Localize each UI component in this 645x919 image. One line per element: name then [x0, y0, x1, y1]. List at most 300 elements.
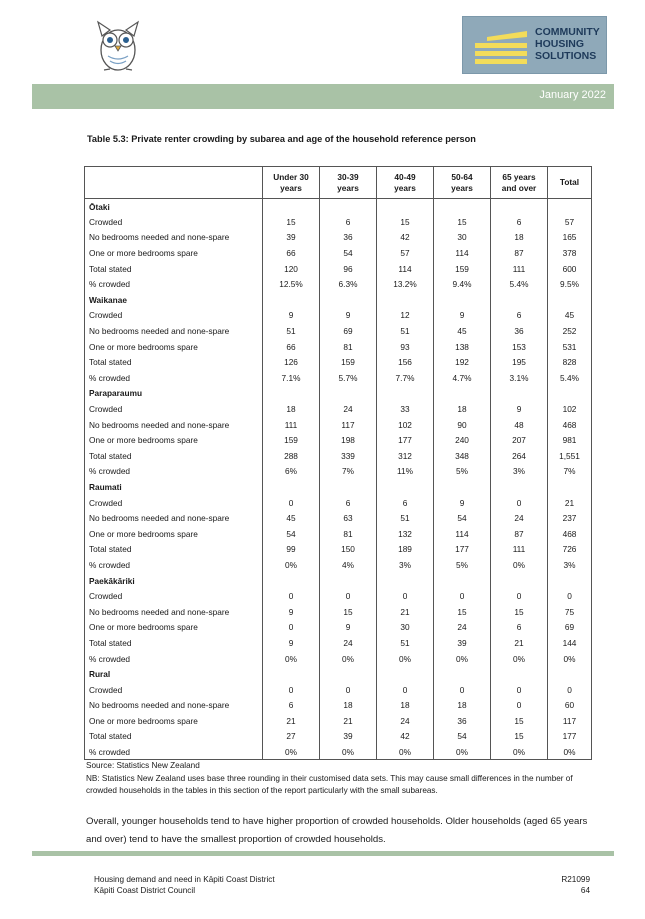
table-cell: 27 — [263, 729, 320, 745]
table-cell: 57 — [548, 214, 592, 230]
table-cell: 9 — [434, 308, 491, 324]
row-label: Crowded — [85, 308, 263, 324]
column-header-line: Under 30 — [273, 171, 309, 182]
table-row — [85, 744, 592, 760]
table-cell: 0 — [434, 682, 491, 698]
subarea-name: Paekākāriki — [85, 573, 263, 589]
table-cell: 0% — [548, 744, 592, 760]
table-cell: 6% — [263, 464, 320, 480]
table-cell: 15 — [491, 729, 548, 745]
empty-cell — [548, 479, 592, 495]
table-cell: 12.5% — [263, 276, 320, 292]
table-cell: 0 — [491, 588, 548, 604]
table-cell: 21 — [377, 604, 434, 620]
row-label: Crowded — [85, 588, 263, 604]
table-cell: 159 — [263, 432, 320, 448]
table-cell: 0% — [434, 744, 491, 760]
table-cell: 531 — [548, 339, 592, 355]
column-header-line: years — [451, 182, 473, 193]
table-cell: 87 — [491, 245, 548, 261]
table-cell: 5.4% — [548, 370, 592, 386]
table-cell: 81 — [320, 339, 377, 355]
row-label: One or more bedrooms spare — [85, 713, 263, 729]
table-cell: 36 — [491, 323, 548, 339]
table-cell: 339 — [320, 448, 377, 464]
row-label: No bedrooms needed and none-spare — [85, 510, 263, 526]
table-cell: 6 — [491, 620, 548, 636]
subarea-heading-row — [85, 666, 592, 682]
table-cell: 24 — [377, 713, 434, 729]
empty-cell — [377, 479, 434, 495]
table-cell: 111 — [491, 542, 548, 558]
row-label: Crowded — [85, 401, 263, 417]
table-cell: 144 — [548, 635, 592, 651]
table-cell: 150 — [320, 542, 377, 558]
subarea-name: Raumati — [85, 479, 263, 495]
logo-text-line: COMMUNITY — [535, 26, 600, 38]
empty-cell — [377, 292, 434, 308]
page-number: 64 — [580, 886, 590, 895]
table-row — [85, 401, 592, 417]
table-cell: 0 — [491, 682, 548, 698]
table-cell: 0% — [491, 557, 548, 573]
column-header-line: Total — [559, 177, 580, 187]
empty-cell — [434, 386, 491, 402]
row-label: No bedrooms needed and none-spare — [85, 604, 263, 620]
table-cell: 111 — [263, 417, 320, 433]
empty-cell — [320, 199, 377, 215]
table-row — [85, 448, 592, 464]
table-row — [85, 698, 592, 714]
table-row — [85, 542, 592, 558]
empty-cell — [263, 292, 320, 308]
table-row — [85, 651, 592, 667]
table-cell: 312 — [377, 448, 434, 464]
empty-cell — [320, 479, 377, 495]
table-cell: 33 — [377, 401, 434, 417]
table-cell: 0 — [491, 495, 548, 511]
empty-cell — [320, 666, 377, 682]
table-cell: 237 — [548, 510, 592, 526]
header-blank-cell — [85, 167, 263, 199]
table-cell: 87 — [491, 526, 548, 542]
table-title: Table 5.3: Private renter crowding by subarea and age of the household reference person — [87, 134, 476, 144]
table-cell: 0 — [320, 682, 377, 698]
table-cell: 138 — [434, 339, 491, 355]
table-cell: 6 — [491, 214, 548, 230]
subarea-name: Ōtaki — [85, 199, 263, 215]
table-cell: 6 — [263, 698, 320, 714]
table-cell: 66 — [263, 245, 320, 261]
table-cell: 198 — [320, 432, 377, 448]
empty-cell — [548, 199, 592, 215]
row-label: No bedrooms needed and none-spare — [85, 230, 263, 246]
table-cell: 18 — [434, 401, 491, 417]
table-cell: 468 — [548, 417, 592, 433]
table-cell: 54 — [320, 245, 377, 261]
table-cell: 192 — [434, 354, 491, 370]
row-label: % crowded — [85, 557, 263, 573]
table-cell: 132 — [377, 526, 434, 542]
empty-cell — [320, 292, 377, 308]
table-cell: 4% — [320, 557, 377, 573]
table-row — [85, 557, 592, 573]
empty-cell — [434, 666, 491, 682]
table-cell: 21 — [320, 713, 377, 729]
footer-left — [94, 874, 275, 896]
table-cell: 18 — [491, 230, 548, 246]
table-cell: 9.5% — [548, 276, 592, 292]
table-cell: 0 — [377, 588, 434, 604]
logo-bars-icon — [473, 29, 531, 65]
table-cell: 117 — [320, 417, 377, 433]
table-cell: 0% — [491, 651, 548, 667]
table-cell: 120 — [263, 261, 320, 277]
empty-cell — [377, 386, 434, 402]
table-cell: 195 — [491, 354, 548, 370]
table-cell: 6.3% — [320, 276, 377, 292]
empty-cell — [548, 292, 592, 308]
table-cell: 75 — [548, 604, 592, 620]
table-row — [85, 588, 592, 604]
table-row — [85, 604, 592, 620]
table-cell: 51 — [377, 323, 434, 339]
row-label: Total stated — [85, 542, 263, 558]
empty-cell — [434, 573, 491, 589]
table-cell: 69 — [548, 620, 592, 636]
table-cell: 39 — [320, 729, 377, 745]
table-cell: 114 — [434, 245, 491, 261]
logo-text — [535, 26, 600, 62]
table-row — [85, 495, 592, 511]
subarea-heading-row — [85, 292, 592, 308]
logo-text-line: SOLUTIONS — [535, 50, 597, 62]
table-cell: 111 — [491, 261, 548, 277]
row-label: Crowded — [85, 495, 263, 511]
subarea-name: Rural — [85, 666, 263, 682]
empty-cell — [434, 479, 491, 495]
table-row — [85, 464, 592, 480]
table-cell: 159 — [320, 354, 377, 370]
table-cell: 9 — [263, 635, 320, 651]
footer-rule — [32, 851, 614, 856]
table-row — [85, 526, 592, 542]
table-cell: 288 — [263, 448, 320, 464]
empty-cell — [434, 292, 491, 308]
table-cell: 9 — [263, 604, 320, 620]
row-label: One or more bedrooms spare — [85, 245, 263, 261]
empty-cell — [377, 666, 434, 682]
table-cell: 0% — [263, 557, 320, 573]
empty-cell — [491, 666, 548, 682]
table-cell: 15 — [263, 214, 320, 230]
table-cell: 39 — [263, 230, 320, 246]
table-cell: 4.7% — [434, 370, 491, 386]
table-cell: 0 — [377, 682, 434, 698]
table-cell: 15 — [434, 604, 491, 620]
column-header-line: 40-49 — [394, 171, 416, 182]
row-label: % crowded — [85, 370, 263, 386]
table-row — [85, 713, 592, 729]
table-cell: 0 — [548, 682, 592, 698]
table-cell: 93 — [377, 339, 434, 355]
table-row — [85, 339, 592, 355]
table-cell: 18 — [434, 698, 491, 714]
row-label: % crowded — [85, 744, 263, 760]
table-cell: 348 — [434, 448, 491, 464]
column-header — [263, 167, 320, 199]
crowding-table-wrapper — [84, 166, 591, 760]
subarea-heading-row — [85, 386, 592, 402]
table-cell: 165 — [548, 230, 592, 246]
table-cell: 0% — [263, 744, 320, 760]
row-label: % crowded — [85, 276, 263, 292]
row-label: Crowded — [85, 682, 263, 698]
table-cell: 378 — [548, 245, 592, 261]
column-header-line: years — [280, 182, 302, 193]
table-cell: 6 — [320, 214, 377, 230]
table-cell: 18 — [263, 401, 320, 417]
table-cell: 102 — [548, 401, 592, 417]
row-label: No bedrooms needed and none-spare — [85, 417, 263, 433]
row-label: One or more bedrooms spare — [85, 339, 263, 355]
table-cell: 5% — [434, 464, 491, 480]
table-cell: 114 — [377, 261, 434, 277]
table-row — [85, 635, 592, 651]
table-cell: 9 — [434, 495, 491, 511]
column-header — [491, 167, 548, 199]
table-cell: 36 — [434, 713, 491, 729]
date-band — [32, 84, 614, 109]
table-cell: 114 — [434, 526, 491, 542]
page-header — [0, 0, 645, 82]
table-cell: 726 — [548, 542, 592, 558]
table-cell: 0 — [491, 698, 548, 714]
table-cell: 126 — [263, 354, 320, 370]
table-row — [85, 354, 592, 370]
row-label: One or more bedrooms spare — [85, 620, 263, 636]
table-cell: 5.7% — [320, 370, 377, 386]
table-cell: 9 — [320, 308, 377, 324]
footer-right — [561, 874, 590, 896]
column-header-line: years — [337, 182, 359, 193]
table-cell: 5.4% — [491, 276, 548, 292]
empty-cell — [263, 479, 320, 495]
table-cell: 15 — [377, 214, 434, 230]
table-cell: 51 — [263, 323, 320, 339]
table-cell: 45 — [434, 323, 491, 339]
table-row — [85, 370, 592, 386]
table-body — [85, 199, 592, 760]
subarea-heading-row — [85, 199, 592, 215]
column-header-line: 30-39 — [337, 171, 359, 182]
table-row — [85, 245, 592, 261]
table-cell: 99 — [263, 542, 320, 558]
table-cell: 981 — [548, 432, 592, 448]
table-cell: 3.1% — [491, 370, 548, 386]
empty-cell — [491, 573, 548, 589]
table-cell: 15 — [434, 214, 491, 230]
table-cell: 24 — [320, 635, 377, 651]
table-cell: 6 — [320, 495, 377, 511]
table-cell: 45 — [548, 308, 592, 324]
table-cell: 0% — [320, 651, 377, 667]
table-row — [85, 308, 592, 324]
table-cell: 81 — [320, 526, 377, 542]
table-cell: 6 — [377, 495, 434, 511]
table-cell: 90 — [434, 417, 491, 433]
table-cell: 3% — [377, 557, 434, 573]
table-cell: 15 — [491, 604, 548, 620]
table-cell: 9 — [491, 401, 548, 417]
subarea-heading-row — [85, 479, 592, 495]
table-cell: 42 — [377, 729, 434, 745]
table-cell: 7.1% — [263, 370, 320, 386]
table-cell: 18 — [377, 698, 434, 714]
row-label: % crowded — [85, 464, 263, 480]
table-cell: 177 — [434, 542, 491, 558]
table-cell: 0% — [263, 651, 320, 667]
table-cell: 66 — [263, 339, 320, 355]
table-cell: 21 — [491, 635, 548, 651]
row-label: One or more bedrooms spare — [85, 432, 263, 448]
table-cell: 252 — [548, 323, 592, 339]
table-row — [85, 417, 592, 433]
table-cell: 24 — [320, 401, 377, 417]
empty-cell — [548, 666, 592, 682]
table-cell: 159 — [434, 261, 491, 277]
table-cell: 9 — [263, 308, 320, 324]
table-row — [85, 432, 592, 448]
table-row — [85, 620, 592, 636]
table-cell: 0 — [434, 588, 491, 604]
nb-note: NB: Statistics New Zealand uses base three rounding in their customised data sets. This may cause small differences in the number of crowded households in the tables in this section of the report particularly with the small subareas. — [86, 774, 573, 796]
table-row — [85, 214, 592, 230]
table-cell: 54 — [434, 510, 491, 526]
table-cell: 30 — [434, 230, 491, 246]
table-cell: 207 — [491, 432, 548, 448]
row-label: One or more bedrooms spare — [85, 526, 263, 542]
empty-cell — [263, 573, 320, 589]
subarea-name: Paraparaumu — [85, 386, 263, 402]
table-cell: 264 — [491, 448, 548, 464]
empty-cell — [263, 386, 320, 402]
source-note: Source: Statistics New Zealand — [86, 761, 200, 770]
table-cell: 69 — [320, 323, 377, 339]
column-header-line: and over — [501, 182, 537, 193]
table-cell: 36 — [320, 230, 377, 246]
table-cell: 7% — [548, 464, 592, 480]
table-cell: 12 — [377, 308, 434, 324]
table-cell: 7.7% — [377, 370, 434, 386]
logo-text-line: HOUSING — [535, 38, 585, 50]
table-cell: 0% — [320, 744, 377, 760]
table-row — [85, 323, 592, 339]
row-label: No bedrooms needed and none-spare — [85, 323, 263, 339]
table-cell: 0% — [491, 744, 548, 760]
empty-cell — [377, 199, 434, 215]
row-label: Total stated — [85, 354, 263, 370]
table-cell: 54 — [263, 526, 320, 542]
row-label: % crowded — [85, 651, 263, 667]
column-header-line: 50-64 — [451, 171, 473, 182]
row-label: Total stated — [85, 729, 263, 745]
table-cell: 600 — [548, 261, 592, 277]
table-cell: 240 — [434, 432, 491, 448]
footer-report-code: R21099 — [561, 875, 590, 884]
table-cell: 51 — [377, 635, 434, 651]
table-cell: 177 — [377, 432, 434, 448]
empty-cell — [548, 386, 592, 402]
row-label: Total stated — [85, 635, 263, 651]
table-cell: 0 — [263, 620, 320, 636]
table-cell: 51 — [377, 510, 434, 526]
empty-cell — [491, 386, 548, 402]
table-cell: 0 — [548, 588, 592, 604]
table-cell: 24 — [491, 510, 548, 526]
table-cell: 21 — [263, 713, 320, 729]
owl-logo-icon — [92, 14, 144, 74]
footer-report-title: Housing demand and need in Kāpiti Coast District — [94, 875, 275, 884]
empty-cell — [377, 573, 434, 589]
table-cell: 153 — [491, 339, 548, 355]
table-cell: 45 — [263, 510, 320, 526]
footer-council: Kāpiti Coast District Council — [94, 886, 196, 895]
table-cell: 0 — [263, 682, 320, 698]
empty-cell — [491, 199, 548, 215]
table-cell: 48 — [491, 417, 548, 433]
row-label: Total stated — [85, 448, 263, 464]
table-cell: 177 — [548, 729, 592, 745]
empty-cell — [320, 386, 377, 402]
table-cell: 0 — [263, 495, 320, 511]
table-cell: 117 — [548, 713, 592, 729]
row-label: No bedrooms needed and none-spare — [85, 698, 263, 714]
table-cell: 156 — [377, 354, 434, 370]
table-cell: 13.2% — [377, 276, 434, 292]
table-cell: 96 — [320, 261, 377, 277]
empty-cell — [434, 199, 491, 215]
table-cell: 54 — [434, 729, 491, 745]
column-header-line: 65 years — [502, 171, 536, 182]
table-cell: 7% — [320, 464, 377, 480]
table-cell: 1,551 — [548, 448, 592, 464]
table-cell: 24 — [434, 620, 491, 636]
table-cell: 39 — [434, 635, 491, 651]
table-cell: 189 — [377, 542, 434, 558]
table-cell: 42 — [377, 230, 434, 246]
table-cell: 57 — [377, 245, 434, 261]
table-row — [85, 729, 592, 745]
table-cell: 3% — [491, 464, 548, 480]
table-cell: 18 — [320, 698, 377, 714]
community-housing-solutions-logo — [462, 16, 607, 74]
empty-cell — [263, 666, 320, 682]
subarea-heading-row — [85, 573, 592, 589]
table-cell: 0% — [377, 744, 434, 760]
empty-cell — [320, 573, 377, 589]
table-cell: 15 — [320, 604, 377, 620]
table-row — [85, 230, 592, 246]
column-header — [320, 167, 377, 199]
table-cell: 102 — [377, 417, 434, 433]
table-cell: 63 — [320, 510, 377, 526]
table-row — [85, 510, 592, 526]
row-label: Crowded — [85, 214, 263, 230]
table-cell: 30 — [377, 620, 434, 636]
summary-paragraph: Overall, younger households tend to have higher proportion of crowded households. Older households (aged 65 years and over) tend to have the smallest proportion of crowded households. — [86, 816, 588, 845]
column-header — [434, 167, 491, 199]
